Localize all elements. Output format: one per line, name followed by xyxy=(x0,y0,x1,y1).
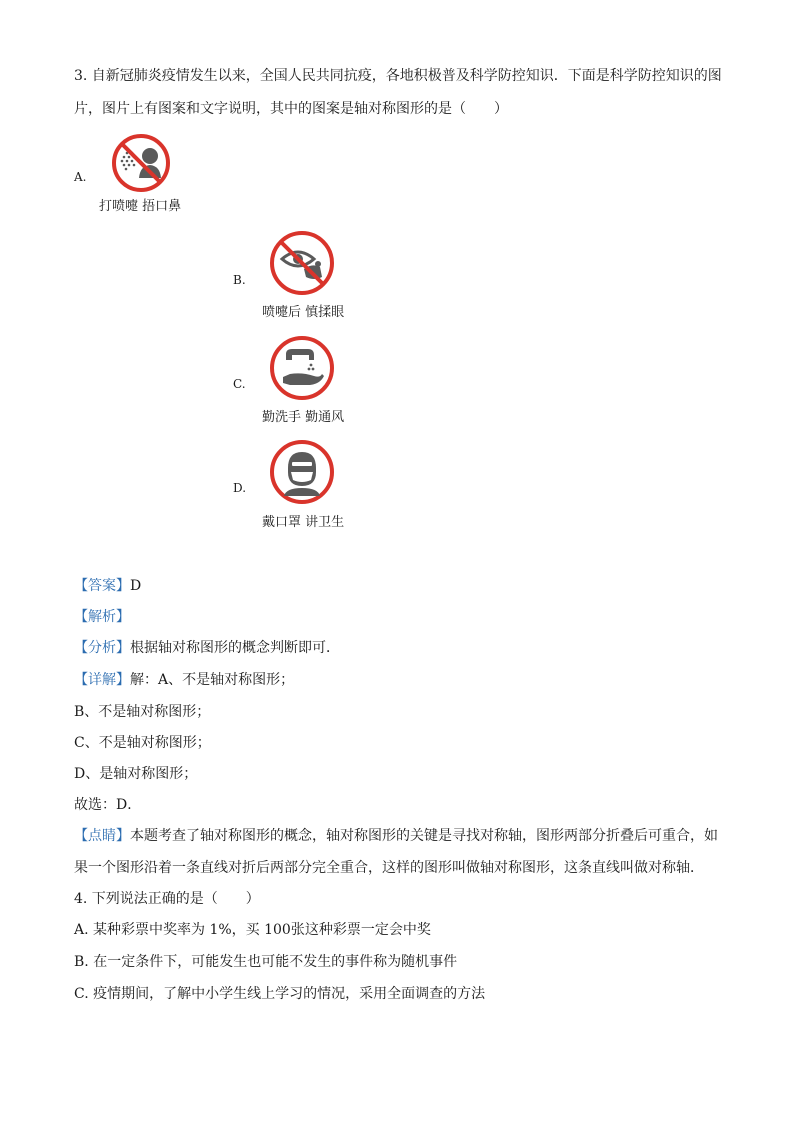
q3-option-c-caption: 勤洗手 勤通风 xyxy=(262,410,345,425)
xiangjie-text: 解：A、不是轴对称图形； xyxy=(130,672,295,688)
answer-value: D xyxy=(130,578,142,594)
hand-washing-icon xyxy=(268,334,336,402)
q3-option-d-caption: 戴口罩 讲卫生 xyxy=(262,515,345,530)
eye-rub-prohibition-icon xyxy=(268,229,336,297)
q3-option-b-caption: 喷嚏后 慎揉眼 xyxy=(262,305,345,320)
q3-stem-line1: 3. 自新冠肺炎疫情发生以来，全国人民共同抗疫，各地积极普及科学防控知识．下面是科学防控知识的图 xyxy=(74,68,722,84)
q3-option-a-caption: 打喷嚏 捂口鼻 xyxy=(99,199,182,214)
dianjing-line2: 果一个图形沿着一条直线对折后两部分完全重合，这样的图形叫做轴对称图形，这条直线叫做对称轴． xyxy=(74,860,704,876)
q3-stem-line2: 片，图片上有图案和文字说明，其中的图案是轴对称图形的是（ ） xyxy=(74,101,508,117)
answer-tag: 【答案】 xyxy=(74,578,130,594)
solution-line-c: C、不是轴对称图形； xyxy=(74,735,211,751)
q3-option-b-label: B. xyxy=(233,273,246,287)
sneeze-prohibition-icon xyxy=(110,132,172,194)
q4-option-a: A. 某种彩票中奖率为 1%，买 100张这种彩票一定会中奖 xyxy=(74,922,431,938)
q3-option-d-label: D. xyxy=(233,481,247,495)
solution-line-d: D、是轴对称图形； xyxy=(74,766,198,782)
q4-option-b: B. 在一定条件下，可能发生也可能不发生的事件称为随机事件 xyxy=(74,954,458,970)
fenxi-text: 根据轴对称图形的概念判断即可． xyxy=(130,640,340,656)
solution-conclusion: 故选：D． xyxy=(74,797,142,813)
analysis-tag xyxy=(74,607,130,627)
answer-line xyxy=(74,576,141,596)
xiangjie-line xyxy=(74,670,294,690)
fenxi-line xyxy=(74,638,340,658)
q3-option-a-label: A. xyxy=(74,170,87,184)
dianjing-line1 xyxy=(74,826,718,846)
solution-line-b: B、不是轴对称图形； xyxy=(74,704,211,720)
xiangjie-tag: 【详解】 xyxy=(74,672,130,688)
q3-option-c-label: C. xyxy=(233,377,246,391)
dianjing-tag: 【点睛】 xyxy=(74,828,130,844)
dianjing-text-1: 本题考查了轴对称图形的概念，轴对称图形的关键是寻找对称轴，图形两部分折叠后可重合，如 xyxy=(130,828,718,844)
fenxi-tag: 【分析】 xyxy=(74,640,130,656)
q4-option-c: C. 疫情期间，了解中小学生线上学习的情况，采用全面调查的方法 xyxy=(74,986,486,1002)
mask-wearing-icon xyxy=(268,438,336,506)
analysis-heading: 【解析】 xyxy=(74,609,130,625)
q4-stem: 4. 下列说法正确的是（ ） xyxy=(74,891,260,907)
